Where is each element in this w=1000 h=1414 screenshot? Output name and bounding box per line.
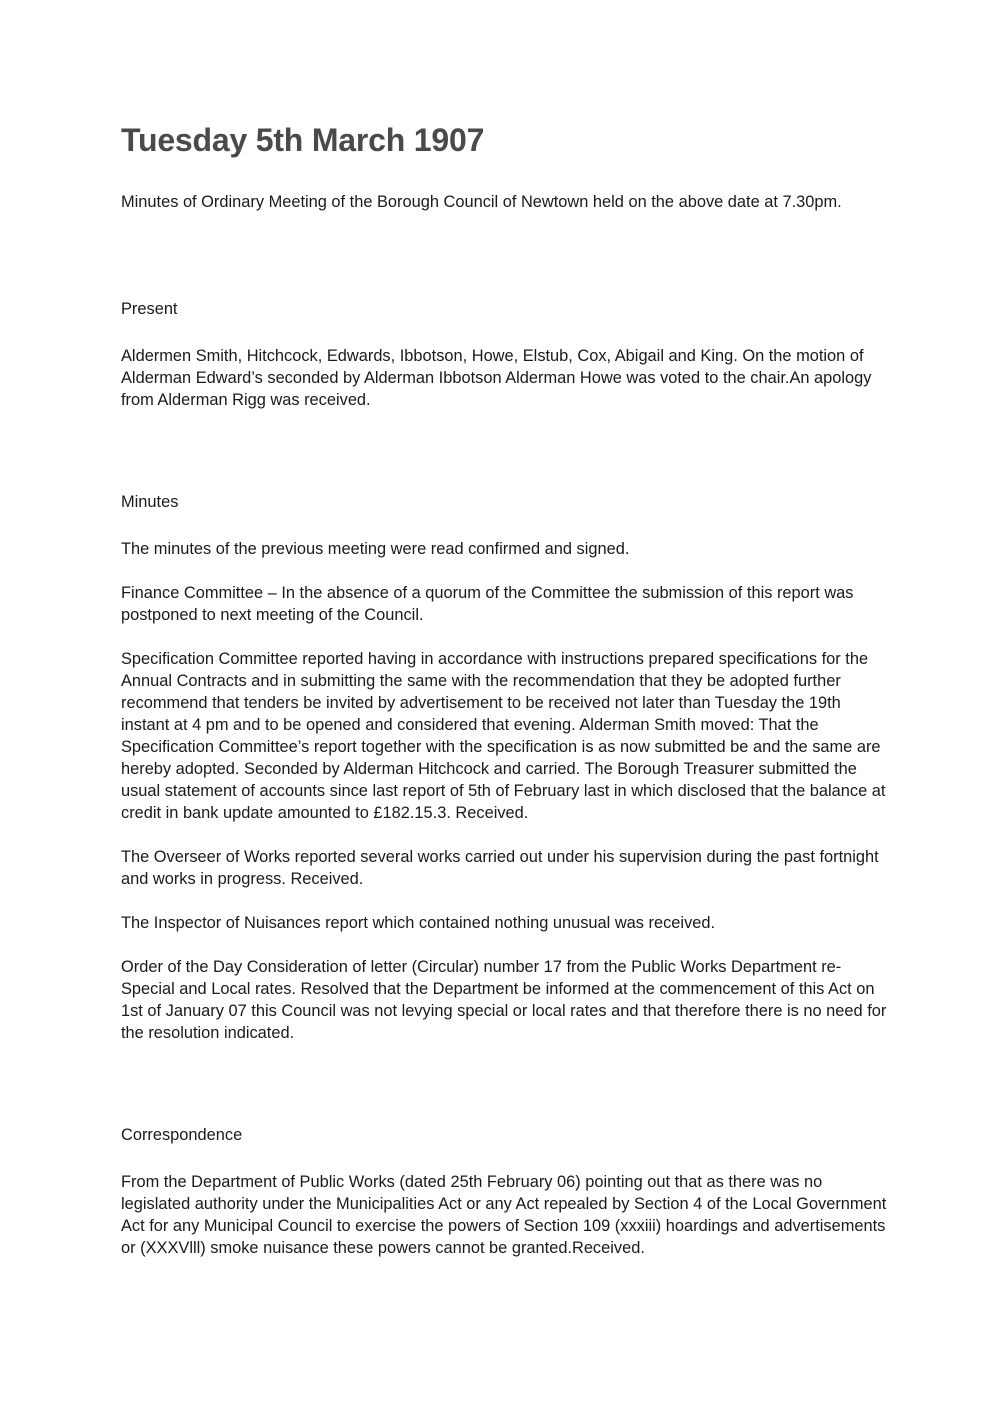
- inspector-of-nuisances-paragraph: The Inspector of Nuisances report which contained nothing unusual was received.: [121, 914, 716, 932]
- order-of-the-day-paragraph: Order of the Day Consideration of letter (Circular) number 17 from the Public Works Department re-Special and Local rates. Resolved that the Department be informed at the commencement of this Act on 1st of January 07 this Council was not levying special or local rates and that therefore there is no need for the resolution indicated.: [121, 958, 887, 1042]
- correspondence-paragraph: From the Department of Public Works (dated 25th February 06) pointing out that as there was no legislated authority under the Municipalities Act or any Act repealed by Section 4 of the Local Government Act for any Municipal Council to exercise the powers of Section 109 (xxxiii) hoardings and advertisements or (XXXVlll) smoke nuisance these powers cannot be granted.Received.: [121, 1173, 887, 1257]
- correspondence-heading: Correspondence: [121, 1126, 243, 1144]
- minutes-paragraph: The minutes of the previous meeting were read confirmed and signed.: [121, 540, 630, 558]
- present-paragraph: Aldermen Smith, Hitchcock, Edwards, Ibbotson, Howe, Elstub, Cox, Abigail and King. On the motion of Alderman Edward’s seconded by Alderman Ibbotson Alderman Howe was voted to the chair.An apology from Alderman Rigg was received.: [121, 347, 872, 409]
- specification-committee-paragraph: Specification Committee reported having in accordance with instructions prepared specifications for the Annual Contracts and in submitting the same with the recommendation that they be adopted further recommend that tenders be invited by advertisement to be received not later than Tuesday the 19th instant at 4 pm and to be opened and considered that evening. Alderman Smith moved: That the Specification Committee’s report together with the specification is as now submitted be and the same are hereby adopted. Seconded by Alderman Hitchcock and carried. The Borough Treasurer submitted the usual statement of accounts since last report of 5th of February last in which disclosed that the balance at credit in bank update amounted to £182.15.3. Received.: [121, 650, 886, 822]
- present-heading: Present: [121, 300, 178, 318]
- intro-paragraph: Minutes of Ordinary Meeting of the Borough Council of Newtown held on the above date at 7.30pm.: [121, 193, 842, 211]
- finance-committee-paragraph: Finance Committee – In the absence of a quorum of the Committee the submission of this report was postponed to next meeting of the Council.: [121, 584, 854, 624]
- document-title: Tuesday 5th March 1907: [121, 122, 485, 158]
- overseer-of-works-paragraph: The Overseer of Works reported several works carried out under his supervision during the past fortnight and works in progress. Received.: [121, 848, 879, 888]
- document-page: [121, 118, 891, 1259]
- minutes-heading: Minutes: [121, 493, 179, 511]
